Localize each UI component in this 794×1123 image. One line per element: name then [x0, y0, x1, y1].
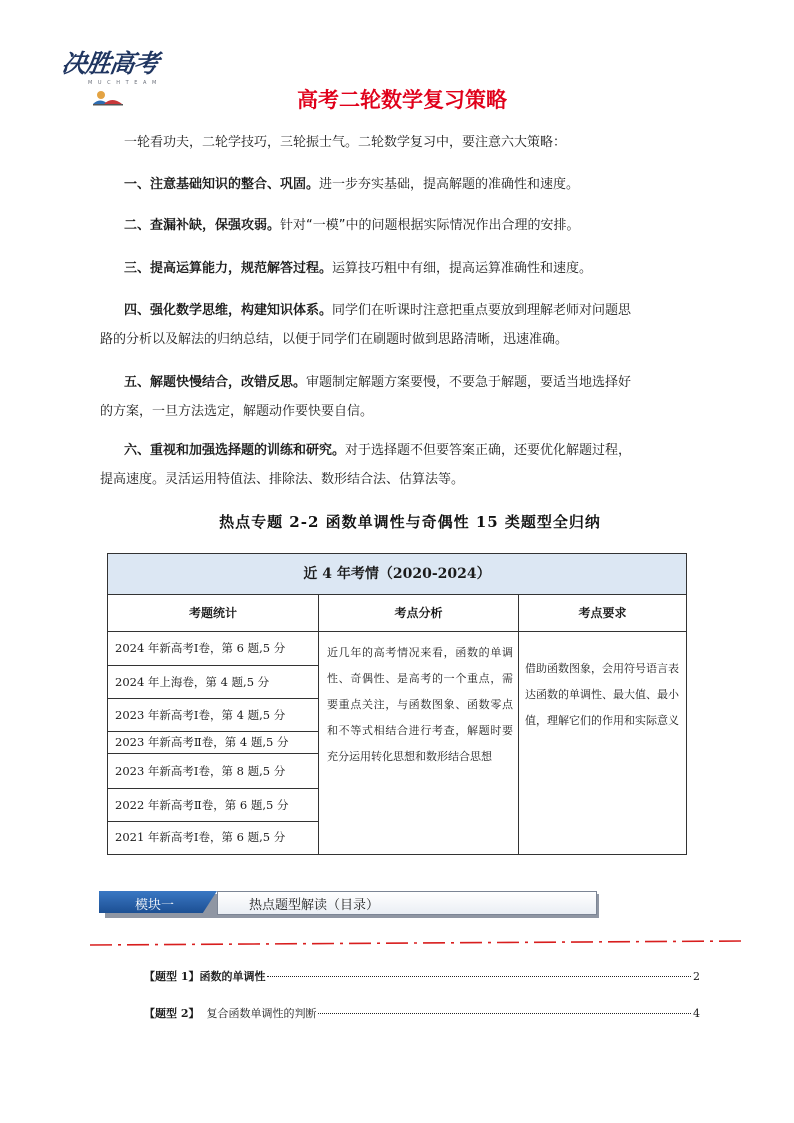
toc-leader-dots	[318, 1013, 691, 1014]
requirement-text: 借助函数图象，会用符号语言表达函数的单调性、最大值、最小值，理解它们的作用和实际意义	[525, 662, 679, 727]
toc-leader-dots	[267, 976, 691, 977]
column-divider	[318, 632, 319, 854]
strategy-body: 针对“一模”中的问题根据实际情况作出合理的安排。	[280, 218, 580, 233]
toc-tag: 【题型 1】	[144, 970, 200, 983]
toc-label	[144, 968, 265, 984]
column-header-requirement: 考点要求	[519, 594, 686, 632]
toc-entry[interactable]	[144, 968, 700, 984]
logo-text: 决胜高考	[59, 49, 160, 78]
column-header-analysis: 考点分析	[319, 594, 519, 632]
module-label: 模块一	[135, 898, 175, 913]
strategy-1	[124, 170, 700, 199]
exam-stats-table	[107, 553, 687, 855]
toc-label	[144, 1005, 316, 1021]
dash-dot-divider	[90, 937, 742, 949]
strategy-heading: 二、查漏补缺，保强攻弱。	[124, 218, 281, 233]
strategy-6	[100, 436, 700, 494]
analysis-text: 近几年的高考情况来看，函数的单调性、奇偶性、是高考的一个重点，需要重点关注，与函数图象、函数零点和不等式相结合进行考查，解题时要充分运用转化思想和数形结合思想	[327, 646, 513, 763]
logo-subtitle: M U C H T E A M	[88, 80, 159, 86]
strategy-body: 同学们在听课时注意把重点要放到理解老师对问题思	[332, 303, 632, 318]
strategy-body: 进一步夯实基础，提高解题的准确性和速度。	[319, 177, 580, 192]
toc-title: 函数的单调性	[199, 970, 266, 983]
table-row: 2023 年新高考Ⅰ卷，第 4 题,5 分	[108, 699, 318, 732]
table-header: 近 4 年考情（2020-2024）	[108, 554, 686, 595]
column-header-stats: 考题统计	[108, 594, 319, 632]
toc-page-number: 4	[693, 1007, 700, 1020]
strategy-5	[100, 368, 700, 426]
table-row: 2023 年新高考Ⅰ卷，第 8 题,5 分	[108, 754, 318, 789]
strategy-body: 运算技巧粗中有细，提高运算准确性和速度。	[332, 261, 593, 276]
strategy-2	[124, 211, 700, 240]
toc-page-number: 2	[693, 970, 700, 983]
strategy-body: 对于选择题不但要答案正确，还要优化解题过程，	[345, 443, 632, 458]
module-banner	[99, 891, 599, 917]
module-title: 热点题型解读（目录）	[249, 898, 380, 913]
table-row: 2021 年新高考Ⅰ卷，第 6 题,5 分	[115, 830, 286, 844]
strategy-body: 审题制定解题方案要慢，不要急于解题，要适当地选择好	[306, 375, 632, 390]
strategy-heading: 五、解题快慢结合，改错反思。	[124, 375, 307, 390]
strategy-heading: 三、提高运算能力，规范解答过程。	[124, 261, 333, 276]
strategy-body-continued: 的方案，一旦方法选定，解题动作要快要自信。	[100, 404, 374, 419]
intro-text: 一轮看功夫，二轮学技巧，三轮振士气。二轮数学复习中，要注意六大策略：	[124, 135, 567, 150]
strategy-heading: 六、重视和加强选择题的训练和研究。	[124, 443, 346, 458]
strategy-heading: 一、注意基础知识的整合、巩固。	[124, 177, 320, 192]
column-divider	[518, 632, 519, 854]
strategy-4	[100, 296, 700, 354]
toc-tag: 【题型 2】	[144, 1007, 200, 1020]
strategy-body-continued: 路的分析以及解法的归纳总结，以便于同学们在刷题时做到思路清晰，迅速准确。	[100, 332, 569, 347]
strategy-3	[124, 254, 700, 283]
toc-title: 复合函数单调性的判断	[206, 1007, 317, 1020]
table-row: 2023 年新高考Ⅱ卷，第 4 题,5 分	[108, 732, 318, 754]
toc-entry[interactable]	[144, 1005, 700, 1021]
table-row: 2022 年新高考Ⅱ卷，第 6 题,5 分	[108, 789, 318, 822]
page-title: 高考二轮数学复习策略	[297, 88, 507, 112]
strategy-body-continued: 提高速度。灵活运用特值法、排除法、数形结合法、估算法等。	[100, 472, 465, 487]
topic-title: 热点专题 2-2 函数单调性与奇偶性 15 类题型全归纳	[219, 513, 601, 531]
table-row: 2024 年上海卷，第 4 题,5 分	[108, 666, 318, 699]
strategy-heading: 四、强化数学思维，构建知识体系。	[124, 303, 333, 318]
table-row: 2024 年新高考Ⅰ卷，第 6 题,5 分	[108, 632, 318, 666]
